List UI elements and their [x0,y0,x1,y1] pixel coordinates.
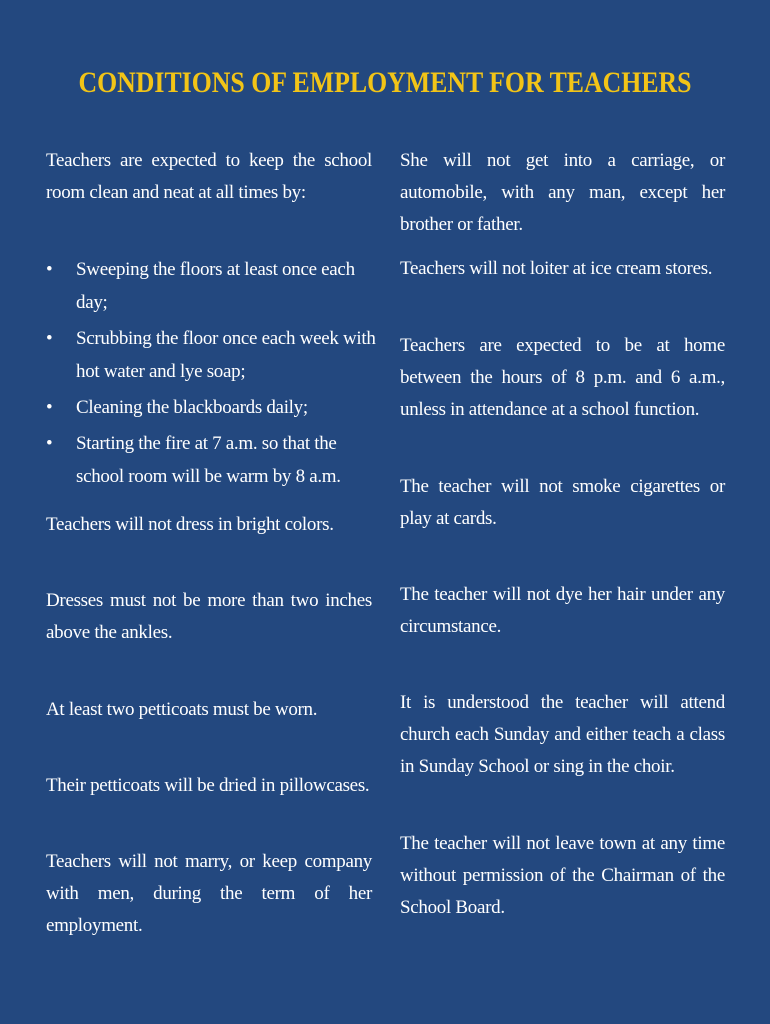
rule-paragraph: Their petticoats will be dried in pillowcases. [46,775,370,796]
rule-paragraph: The teacher will not leave town at any time without permission of the Chairman of the School Board. [400,833,725,918]
list-item [46,253,376,319]
list-item-text: Starting the fire at 7 a.m. so that the school room will be warm by 8 a.m. [76,433,341,487]
list-item-text: Scrubbing the floor once each week with hot water and lye soap; [76,328,376,382]
bullet-icon: • [46,328,53,349]
rule-paragraph: Teachers will not marry, or keep company with men, during the term of her employment. [46,851,372,936]
rule-paragraph: She will not get into a carriage, or automobile, with any man, except her brother or father. [400,150,725,235]
list-item-text: Sweeping the floors at least once each day; [76,259,355,313]
rule-paragraph: The teacher will not smoke cigarettes or play at cards. [400,476,725,529]
bullet-icon: • [46,433,53,454]
rule-paragraph: Teachers will not dress in bright colors. [46,514,334,535]
rule-paragraph: It is understood the teacher will attend church each Sunday and either teach a class in Sunday School or sing in the choir. [400,692,725,777]
intro-paragraph: Teachers are expected to keep the school room clean and neat at all times by: [46,150,372,203]
rule-paragraph: Teachers will not loiter at ice cream stores. [400,258,713,279]
rule-paragraph: The teacher will not dye her hair under any circumstance. [400,584,725,637]
bullet-icon: • [46,397,53,418]
rule-paragraph: Teachers are expected to be at home between the hours of 8 p.m. and 6 a.m., unless in attendance at a school function. [400,335,725,420]
page-title: CONDITIONS OF EMPLOYMENT FOR TEACHERS [78,66,692,99]
list-item [46,427,376,493]
list-item [46,322,376,388]
rule-paragraph: Dresses must not be more than two inches above the ankles. [46,590,372,643]
list-item-text: Cleaning the blackboards daily; [76,397,308,418]
cleaning-duties-list [46,253,376,496]
bullet-icon: • [46,259,53,280]
list-item [46,391,376,424]
rule-paragraph: At least two petticoats must be worn. [46,699,318,720]
